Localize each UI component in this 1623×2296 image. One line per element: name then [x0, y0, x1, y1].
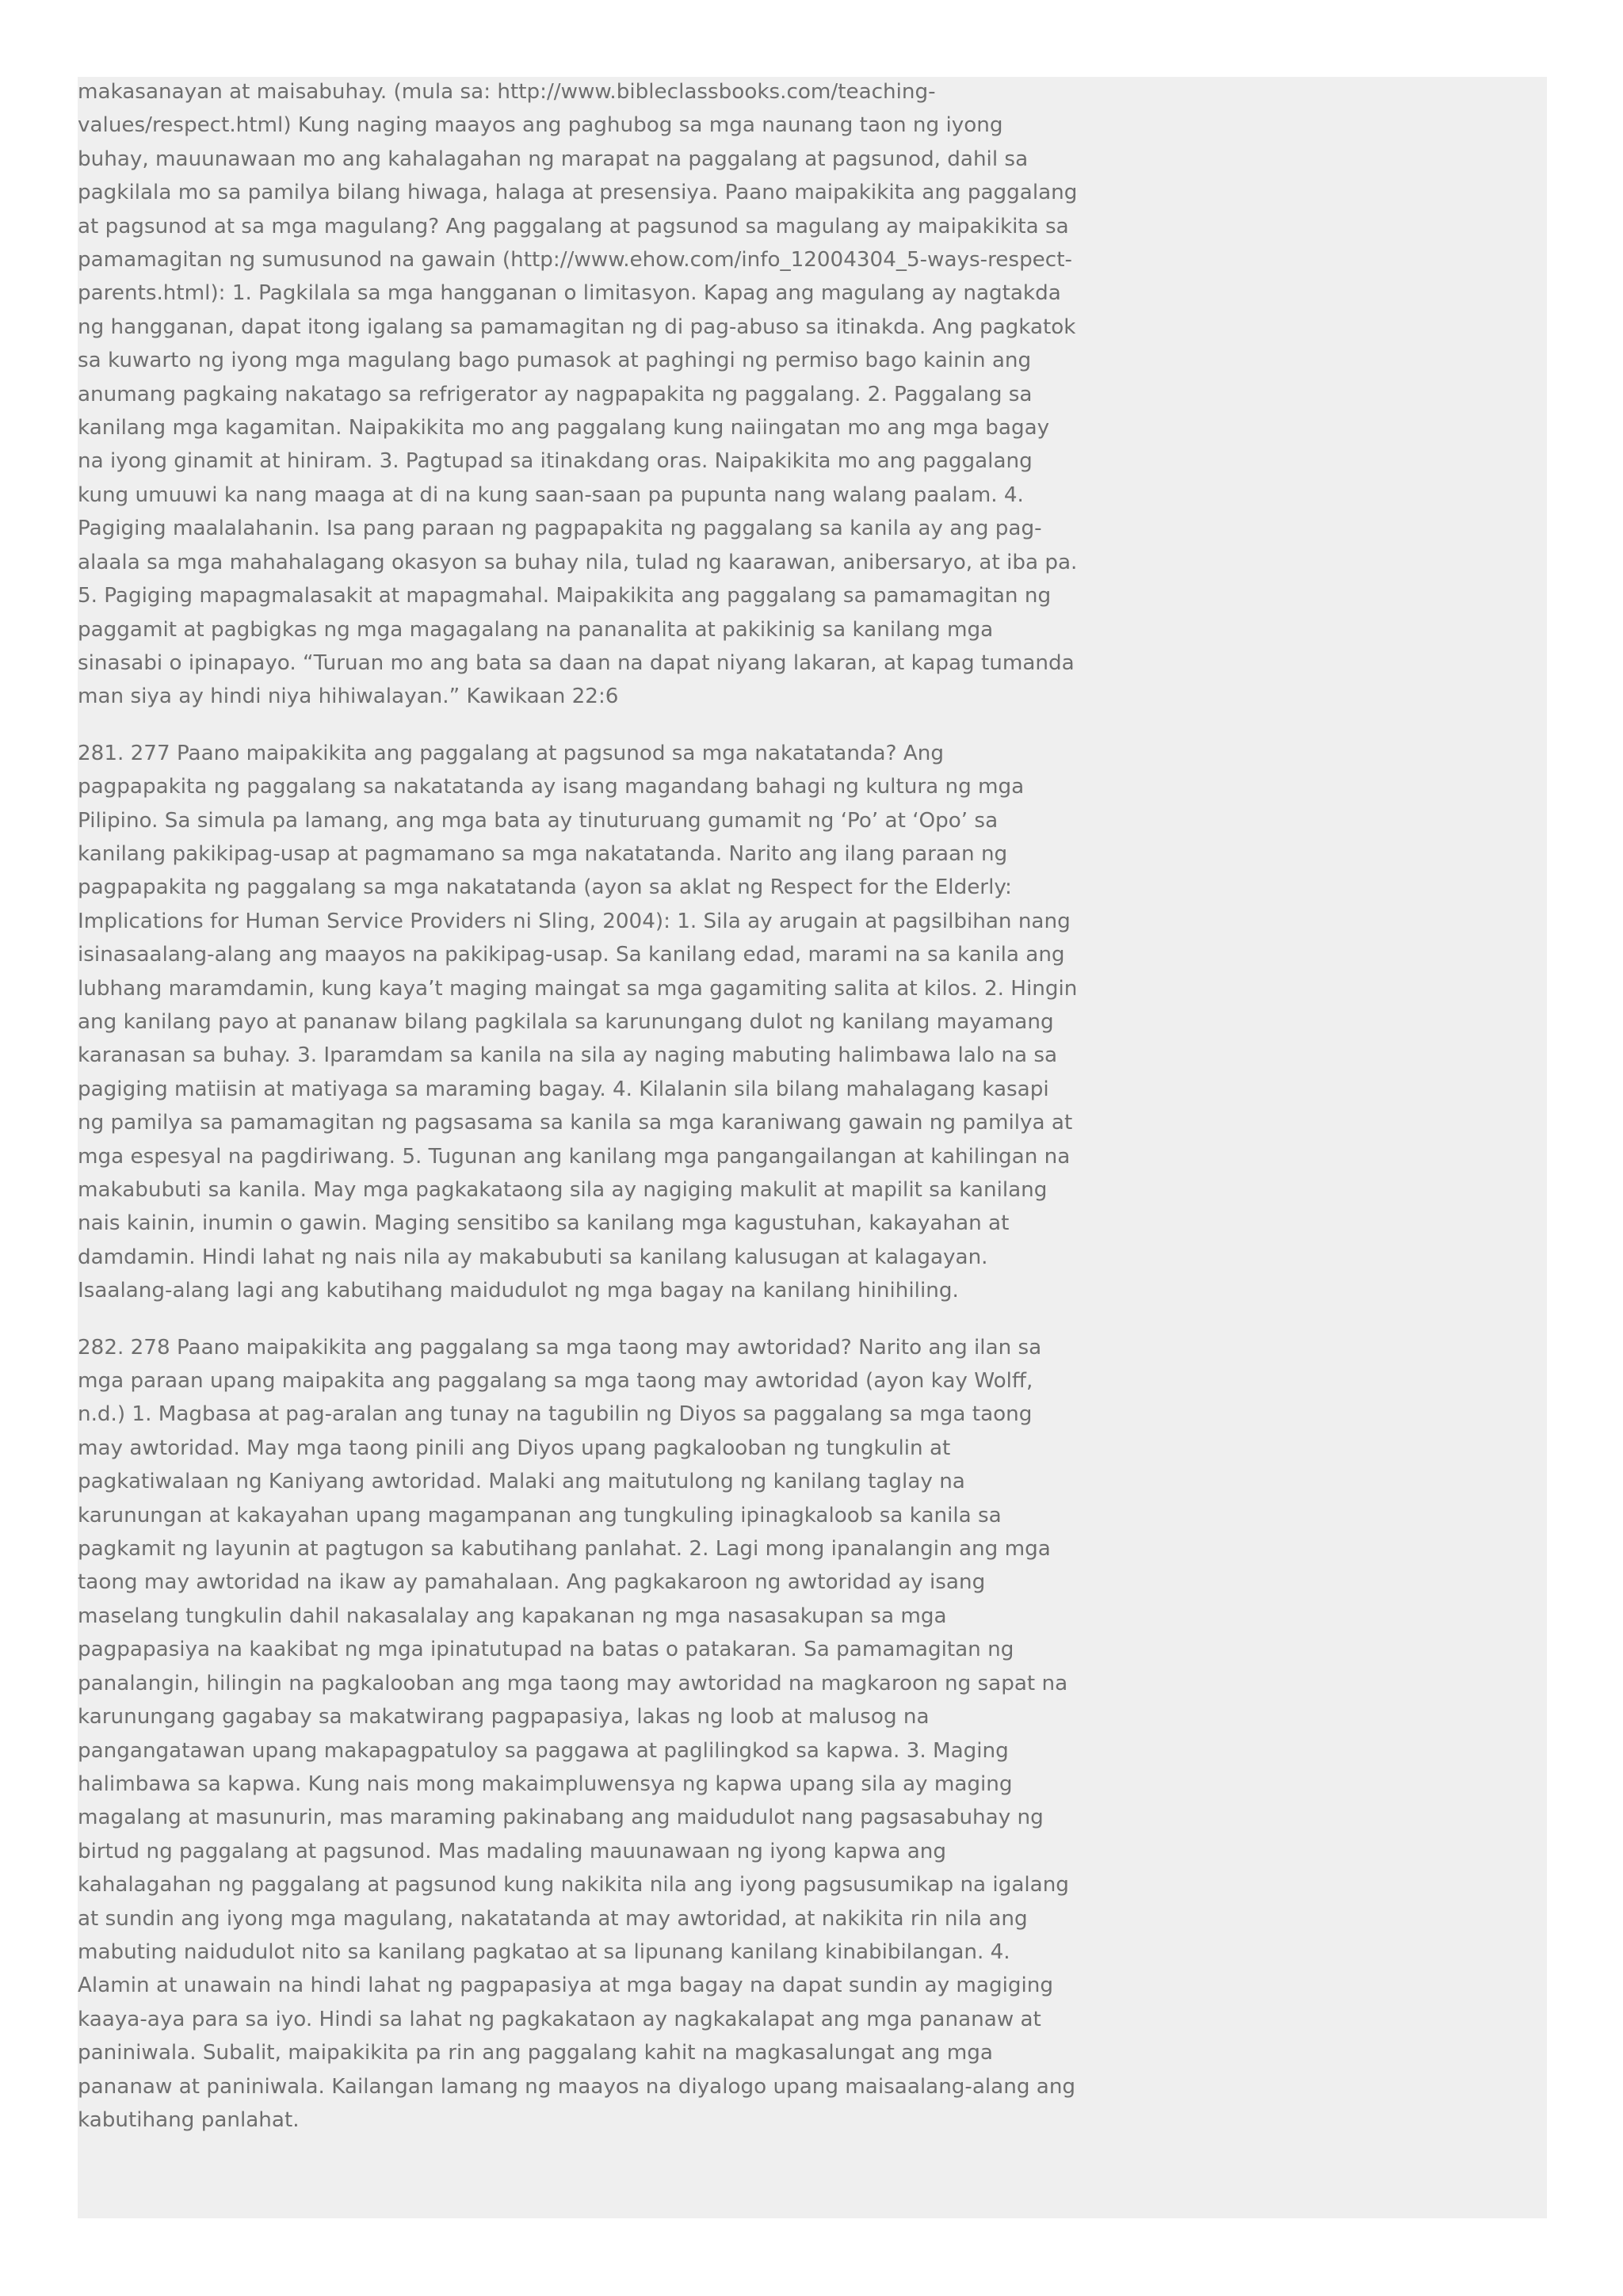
paragraph-respect-authority: 282. 278 Paano maipakikita ang paggalang sa mga taong may awtoridad? Narito ang ilan sa mga paraan upang maipakita ang paggalang sa mga taong may awtoridad (ayon kay Wolff, n.d.) 1. Magbasa at pag-aralan ang tunay na tagubilin ng Diyos sa paggalang sa mga taong may awtoridad. May mga taong pinili ang Diyos upang pagkalooban ng tungkulin at pagkatiwalaan ng Kaniyang awtoridad. Malaki ang maitutulong ng kanilang taglay na karunungan at kakayahan upang magampanan ang tungkuling ipinagkaloob sa kanila sa pagkamit ng layunin at pagtugon sa kabutihang panlahat. 2. Lagi mong ipanalangin ang mga taong may awtoridad na ikaw ay pamahalaan. Ang pagkakaroon ng awtoridad ay isang maselang tungkulin dahil nakasalalay ang kapakanan ng mga nasasakupan sa mga pagpapasiya na kaakibat ng mga ipinatutupad na batas o patakaran. Sa pamamagitan ng panalangin, hilingin na pagkalooban ang mga taong may awtoridad na magkaroon ng sapat na karunungang gagabay sa makatwirang pagpapasiya, lakas ng loob at malusog na pangangatawan upang makapagpatuloy sa paggawa at paglilingkod sa kapwa. 3. Maging halimbawa sa kapwa. Kung nais mong makaimpluwensya ng kapwa upang sila ay maging magalang at masunurin, mas maraming pakinabang ang maidudulot nang pagsasabuhay ng birtud ng paggalang at pagsunod. Mas madaling mauunawaan ng iyong kapwa ang kahalagahan ng paggalang at pagsunod kung nakikita nila ang iyong pagsusumikap na igalang at sundin ang iyong mga magulang, nakatatanda at may awtoridad, at nakikita rin nila ang mabuting naidudulot nito sa kanilang pagkatao at sa lipunang kanilang kinabibilangan. 4. Alamin at unawain na hindi lahat ng pagpapasiya at mga bagay na dapat sundin ay magiging kaaya-aya para sa iyo. Hindi sa lahat ng pagkakataon ay nagkakalapat ang mga pananaw at paniniwala. Subalit, maipakikita pa rin ang paggalang kahit na magkasalungat ang mga pananaw at paniniwala. Kailangan lamang ng maayos na diyalogo upang maisaalang-alang ang kabutihang panlahat. — [78, 1335, 1076, 2132]
document-body — [78, 75, 1078, 2137]
paragraph-respect-parents: makasanayan at maisabuhay. (mula sa: http://www.bibleclassbooks.com/teaching-values/respect.html) Kung naging maayos ang paghubog sa mga naunang taon ng iyong buhay, mauunawaan mo ang kahalagahan ng marapat na paggalang at pagsunod, dahil sa pagkilala mo sa pamilya bilang hiwaga, halaga at presensiya. Paano maipakikita ang paggalang at pagsunod at sa mga magulang? Ang paggalang at pagsunod sa magulang ay maipakikita sa pamamagitan ng sumusunod na gawain (http://www.ehow.com/info_12004304_5-ways-respect- parents.html): 1. Pagkilala sa mga hangganan o limitasyon. Kapag ang magulang ay nagtakda ng hangganan, dapat itong igalang sa pamamagitan ng di pag-abuso sa itinakda. Ang pagkatok sa kuwarto ng iyong mga magulang bago pumasok at paghingi ng permiso bago kainin ang anumang pagkaing nakatago sa refrigerator ay nagpapakita ng paggalang. 2. Paggalang sa kanilang mga kagamitan. Naipakikita mo ang paggalang kung naiingatan mo ang mga bagay na iyong ginamit at hiniram. 3. Pagtupad sa itinakdang oras. Naipakikita mo ang paggalang kung umuuwi ka nang maaga at di na kung saan-saan pa pupunta nang walang paalam. 4. Pagiging maalalahanin. Isa pang paraan ng pagpapakita ng paggalang sa kanila ay ang pag-alaala sa mga mahahalagang okasyon sa buhay nila, tulad ng kaarawan, anibersaryo, at iba pa. 5. Pagiging mapagmalasakit at mapagmahal. Maipakikita ang paggalang sa pamamagitan ng paggamit at pagbigkas ng mga magagalang na pananalita at pakikinig sa kanilang mga sinasabi o ipinapayo. “Turuan mo ang bata sa daan na dapat niyang lakaran, at kapag tumanda man siya ay hindi niya hihiwalayan.” Kawikaan 22:6 — [78, 80, 1078, 709]
paragraph-respect-elders: 281. 277 Paano maipakikita ang paggalang at pagsunod sa mga nakatatanda? Ang pagpapakita ng paggalang sa nakatatanda ay isang magandang bahagi ng kultura ng mga Pilipino. Sa simula pa lamang, ang mga bata ay tinuturuang gumamit ng ‘Po’ at ‘Opo’ sa kanilang pakikipag-usap at pagmamano sa mga nakatatanda. Narito ang ilang paraan ng pagpapakita ng paggalang sa mga nakatatanda (ayon sa aklat ng Respect for the Elderly: Implications for Human Service Providers ni Sling, 2004): 1. Sila ay arugain at pagsilbihan nang isinasaalang-alang ang maayos na pakikipag-usap. Sa kanilang edad, marami na sa kanila ang lubhang maramdamin, kung kaya’t maging maingat sa mga gagamiting salita at kilos. 2. Hingin ang kanilang payo at pananaw bilang pagkilala sa karunungang dulot ng kanilang mayamang karanasan sa buhay. 3. Iparamdam sa kanila na sila ay naging mabuting halimbawa lalo na sa pagiging matiisin at matiyaga sa maraming bagay. 4. Kilalanin sila bilang mahalagang kasapi ng pamilya sa pamamagitan ng pagsasama sa kanila sa mga karaniwang gawain ng pamilya at mga espesyal na pagdiriwang. 5. Tugunan ang kanilang mga pangangailangan at kahilingan na makabubuti sa kanila. May mga pagkakataong sila ay nagiging makulit at mapilit sa kanilang nais kainin, inumin o gawin. Maging sensitibo sa kanilang mga kagustuhan, kakayahan at damdamin. Hindi lahat ng nais nila ay makabubuti sa kanilang kalusugan at kalagayan. Isaalang-alang lagi ang kabutihang maidudulot ng mga bagay na kanilang hinihiling. — [78, 741, 1078, 1303]
